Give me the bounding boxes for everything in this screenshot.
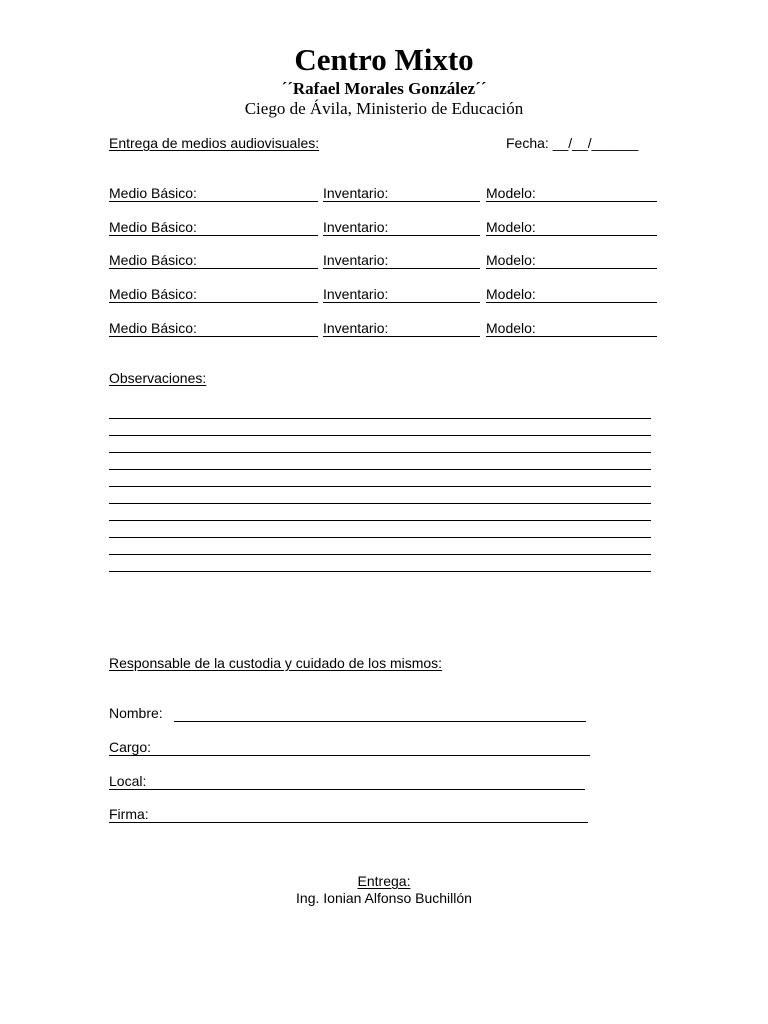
basic-item-field[interactable] [109, 336, 318, 337]
basic-item-label: Medio Básico: [109, 286, 197, 302]
position-field[interactable] [109, 755, 590, 756]
observation-line[interactable] [109, 452, 651, 453]
inventory-field[interactable] [323, 235, 480, 236]
delivered-by-name: Ing. Ionian Alfonso Buchillón [296, 890, 472, 906]
basic-item-field[interactable] [109, 201, 318, 202]
basic-item-label: Medio Básico: [109, 320, 197, 336]
observation-line[interactable] [109, 571, 651, 572]
page-title: Centro Mixto [294, 42, 474, 77]
observation-line[interactable] [109, 469, 651, 470]
institution-location: Ciego de Ávila, Ministerio de Educación [244, 99, 524, 118]
model-label: Modelo: [486, 286, 536, 302]
inventory-field[interactable] [323, 201, 480, 202]
basic-item-label: Medio Básico: [109, 252, 197, 268]
place-label: Local: [109, 773, 147, 789]
basic-item-field[interactable] [109, 302, 318, 303]
observations-heading: Observaciones: [109, 370, 207, 386]
inventory-label: Inventario: [323, 252, 389, 268]
inventory-field[interactable] [323, 336, 480, 337]
inventory-label: Inventario: [323, 320, 389, 336]
basic-item-field[interactable] [109, 268, 318, 269]
observation-line[interactable] [109, 537, 651, 538]
delivery-heading: Entrega de medios audiovisuales: [109, 135, 320, 151]
position-label: Cargo: [109, 739, 152, 755]
inventory-label: Inventario: [323, 219, 389, 235]
institution-name: ´´Rafael Morales González´´ [281, 79, 487, 98]
inventory-field[interactable] [323, 302, 480, 303]
inventory-field[interactable] [323, 268, 480, 269]
basic-item-label: Medio Básico: [109, 219, 197, 235]
observation-line[interactable] [109, 486, 651, 487]
delivered-by-label-text: Entrega: [357, 873, 411, 889]
custody-heading: Responsable de la custodia y cuidado de los mismos: [109, 655, 443, 671]
observation-line[interactable] [109, 503, 651, 504]
model-field[interactable] [486, 336, 657, 337]
observation-line[interactable] [109, 520, 651, 521]
basic-item-field[interactable] [109, 235, 318, 236]
signature-label: Firma: [109, 806, 149, 822]
model-field[interactable] [486, 235, 657, 236]
date-field[interactable]: Fecha: __/__/______ [506, 135, 639, 151]
inventory-label: Inventario: [323, 286, 389, 302]
model-label: Modelo: [486, 320, 536, 336]
delivered-by-label [0, 873, 768, 890]
model-field[interactable] [486, 201, 657, 202]
inventory-label: Inventario: [323, 185, 389, 201]
signature-field[interactable] [109, 822, 588, 823]
basic-item-label: Medio Básico: [109, 185, 197, 201]
model-field[interactable] [486, 302, 657, 303]
model-label: Modelo: [486, 185, 536, 201]
model-label: Modelo: [486, 219, 536, 235]
model-field[interactable] [486, 268, 657, 269]
place-field[interactable] [109, 789, 585, 790]
model-label: Modelo: [486, 252, 536, 268]
observation-line[interactable] [109, 418, 651, 419]
observation-line[interactable] [109, 554, 651, 555]
name-field[interactable] [174, 721, 586, 722]
name-label: Nombre: [109, 705, 163, 721]
observation-line[interactable] [109, 435, 651, 436]
